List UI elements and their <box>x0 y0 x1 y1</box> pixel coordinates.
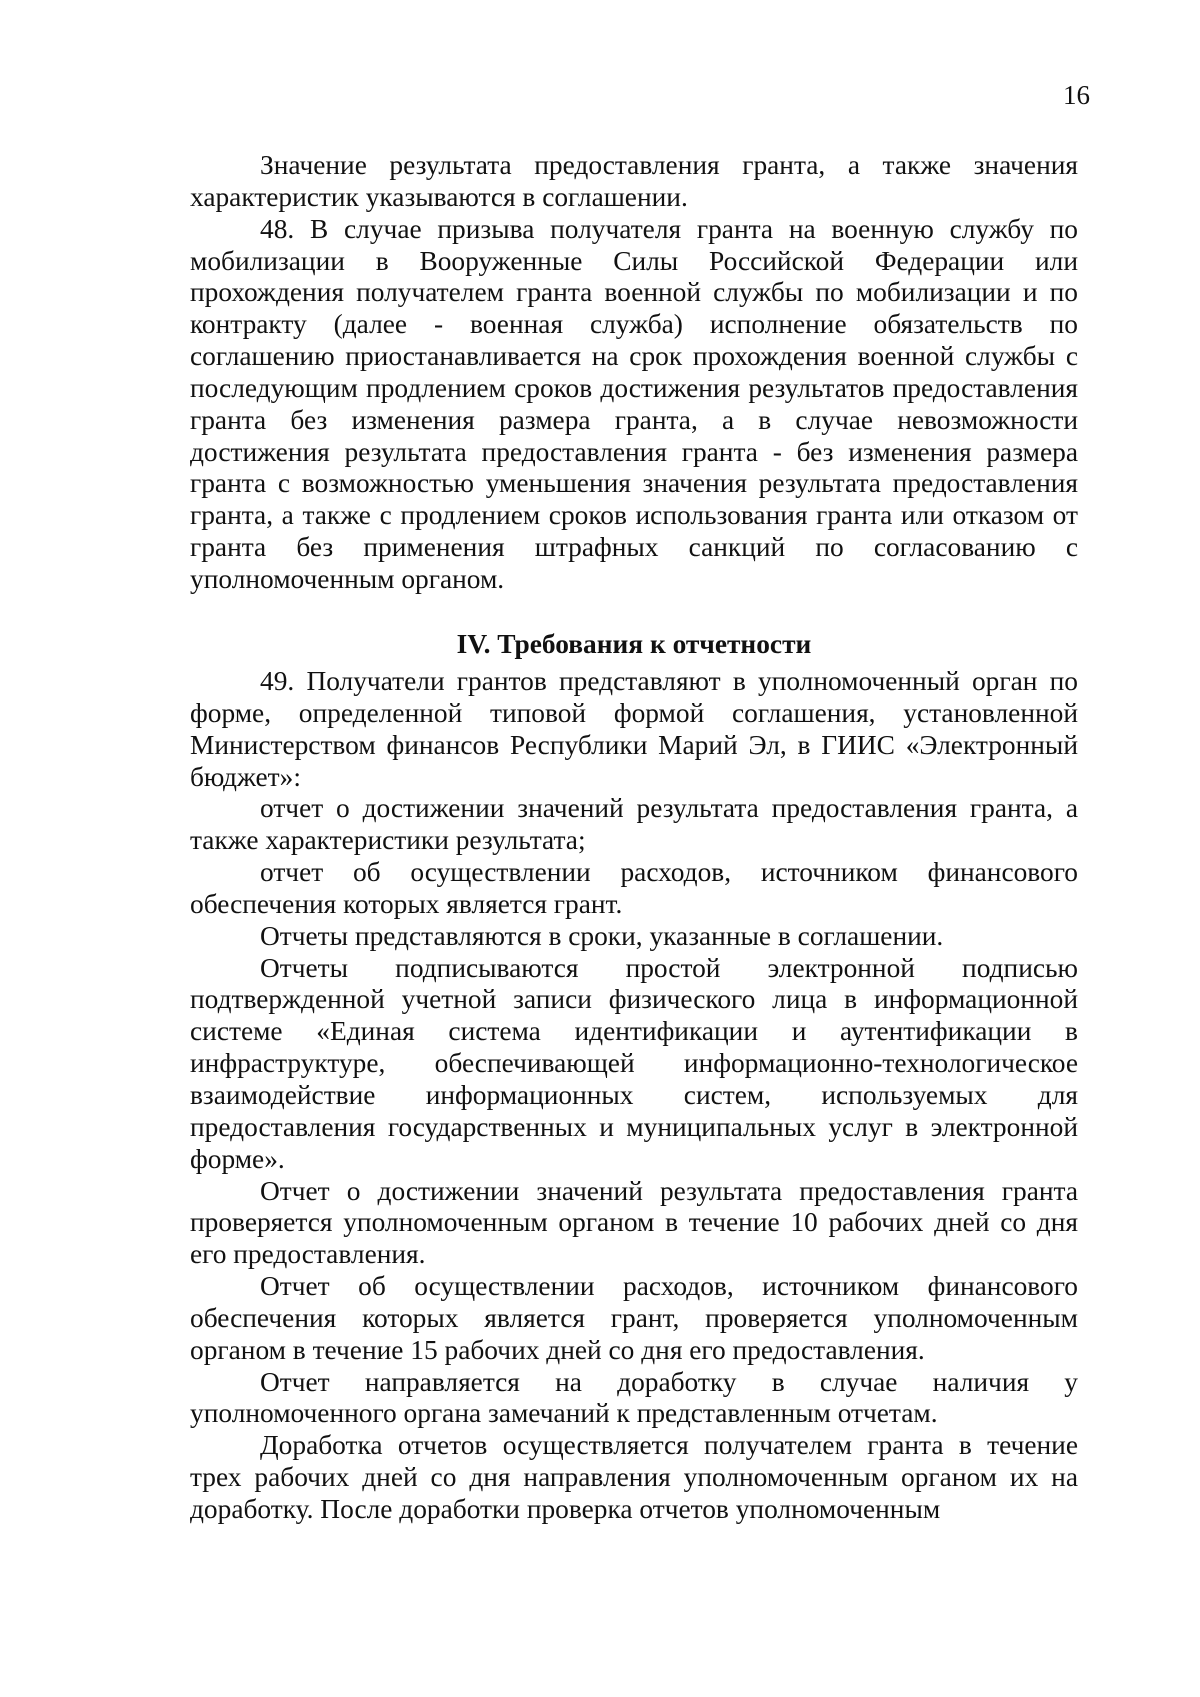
paragraph-results-report-check: Отчет о достижении значений результата предоставления гранта проверяется уполномоченным органом в течение 10 рабочих дней со дня его предоставления. <box>190 1175 1078 1270</box>
paragraph-report-deadlines: Отчеты представляются в сроки, указанные в соглашении. <box>260 920 944 951</box>
page-number: 16 <box>1063 80 1090 110</box>
section-3-tail <box>190 150 1078 596</box>
paragraph-result-values: Значение результата предоставления гранта, а также значения характеристик указываются в соглашении. <box>190 150 1078 212</box>
paragraph-revision-procedure: Доработка отчетов осуществляется получателем гранта в течение трех рабочих дней со дня направления уполномоченным органом их на доработку. После доработки проверка отчетов уполномоченным <box>190 1430 1078 1524</box>
paragraph-49-reports-submission: 49. Получатели грантов представляют в уполномоченный орган по форме, определенной типовой формой соглашения, установленной Министерством финансов Республики Марий Эл, в ГИИС «Электронный бюджет»: <box>190 666 1078 792</box>
paragraph-electronic-signature: Отчеты подписываются простой электронной подписью подтвержденной учетной записи физического лица в информационной системе «Единая система идентификации и аутентификации в инфраструктуре, обеспечивающей информационно-технологическое взаимодействие информационных систем, используемых для предоставления государственных и муниципальных услуг в электронной форме». <box>190 952 1078 1174</box>
paragraph-48-military-service: 48. В случае призыва получателя гранта на военную службу по мобилизации в Вооруженные Силы Российской Федерации или прохождения получателем гранта военной службы по мобилизации и по контракту (далее - военная служба) исполнение обязательств по соглашению приостанавливается на срок прохождения военной службы с последующим продлением сроков достижения результатов предоставления гранта без изменения размера гранта, а в случае невозможности достижения результата предоставления гранта - без изменения размера гранта с возможностью уменьшения значения результата предоставления гранта, а также с продлением сроков использования гранта или отказом от гранта без применения штрафных санкций по согласованию с уполномоченным органом. <box>190 213 1078 594</box>
section-heading-reporting: IV. Требования к отчетности <box>456 629 812 659</box>
list-item-expenses-report: отчет об осуществлении расходов, источником финансового обеспечения которых является грант. <box>190 857 1078 919</box>
list-item-results-report: отчет о достижении значений результата предоставления гранта, а также характеристики результата; <box>190 793 1078 856</box>
section-4-body <box>190 666 1078 1526</box>
paragraph-expenses-report-check: Отчет об осуществлении расходов, источником финансового обеспечения которых является грант, проверяется уполномоченным органом в течение 15 рабочих дней со дня его предоставления. <box>190 1271 1078 1365</box>
paragraph-report-revision: Отчет направляется на доработку в случае наличия у уполномоченного органа замечаний к представленным отчетам. <box>190 1366 1078 1429</box>
